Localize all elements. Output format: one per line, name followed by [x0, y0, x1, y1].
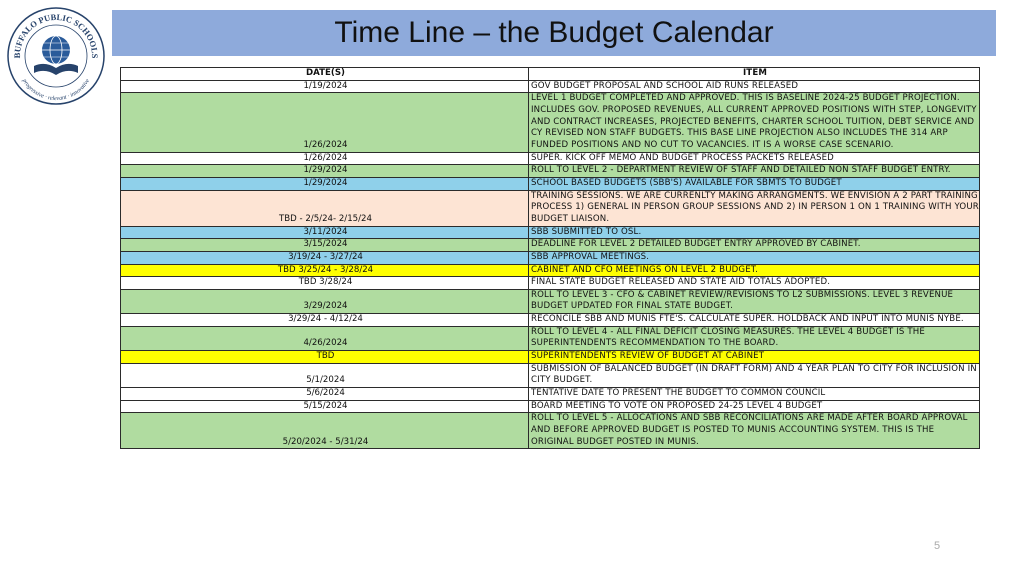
table-row [121, 388, 980, 401]
row-date: 3/19/24 - 3/27/24 [121, 251, 529, 264]
table-row [121, 226, 980, 239]
table-row [121, 351, 980, 364]
title-bar [112, 10, 996, 56]
row-item: SUPER. KICK OFF MEMO AND BUDGET PROCESS PACKETS RELEASED [529, 152, 980, 165]
row-date: 1/29/2024 [121, 177, 529, 190]
row-item: FINAL STATE BUDGET RELEASED AND STATE AID TOTALS ADOPTED. [529, 277, 980, 290]
row-item: TRAINING SESSIONS. WE ARE CURRENLTY MAKING ARRANGMENTS. WE ENVISION A 2 PART TRAINING PROCESS 1) GENERAL IN PERSON GROUP SESSIONS AND 2) IN PERSON 1 ON 1 TRAINING WITH YOUR BUDGET LIAISON. [529, 190, 980, 226]
table-row [121, 239, 980, 252]
row-item: DEADLINE FOR LEVEL 2 DETAILED BUDGET ENTRY APPROVED BY CABINET. [529, 239, 980, 252]
table-row [121, 277, 980, 290]
row-date: 4/26/2024 [121, 326, 529, 350]
row-date: TBD - 2/5/24- 2/15/24 [121, 190, 529, 226]
row-date: TBD 3/28/24 [121, 277, 529, 290]
row-item: RECONCILE SBB AND MUNIS FTE'S. CALCULATE SUPER. HOLDBACK AND INPUT INTO MUNIS NYBE. [529, 314, 980, 327]
table-row [121, 93, 980, 152]
row-date: 3/11/2024 [121, 226, 529, 239]
row-item: ROLL TO LEVEL 3 - CFO & CABINET REVIEW/REVISIONS TO L2 SUBMISSIONS. LEVEL 3 REVENUE BUDGET UPDATED FOR FINAL STATE BUDGET. [529, 289, 980, 313]
page-title: Time Line – the Budget Calendar [334, 16, 774, 49]
row-item: SCHOOL BASED BUDGETS (SBB'S) AVAILABLE FOR SBMTS TO BUDGET [529, 177, 980, 190]
row-date: 3/15/2024 [121, 239, 529, 252]
row-date: 5/15/2024 [121, 400, 529, 413]
header-item: ITEM [529, 68, 980, 81]
row-item: TENTATIVE DATE TO PRESENT THE BUDGET TO COMMON COUNCIL [529, 388, 980, 401]
table-row [121, 264, 980, 277]
page-number: 5 [934, 540, 941, 552]
row-date: 3/29/2024 [121, 289, 529, 313]
school-logo [6, 6, 106, 106]
row-item: SUPERINTENDENTS REVIEW OF BUDGET AT CABINET [529, 351, 980, 364]
row-date: TBD [121, 351, 529, 364]
row-date: 5/1/2024 [121, 363, 529, 387]
table-row [121, 177, 980, 190]
row-date: 5/6/2024 [121, 388, 529, 401]
row-item: ROLL TO LEVEL 4 - ALL FINAL DEFICIT CLOSING MEASURES. THE LEVEL 4 BUDGET IS THE SUPERINTENDENTS RECOMMENDATION TO THE BOARD. [529, 326, 980, 350]
row-item: ROLL TO LEVEL 2 - DEPARTMENT REVIEW OF STAFF AND DETAILED NON STAFF BUDGET ENTRY. [529, 165, 980, 178]
table-row [121, 80, 980, 93]
table-row [121, 152, 980, 165]
row-item: ROLL TO LEVEL 5 - ALLOCATIONS AND SBB RECONCILIATIONS ARE MADE AFTER BOARD APPROVAL AND BEFORE APPROVED BUDGET IS POSTED TO MUNIS ACCOUNTING SYSTEM. THIS IS THE ORIGINAL BUDGET POSTED IN MUNIS. [529, 413, 980, 449]
table-row [121, 289, 980, 313]
table-row [121, 314, 980, 327]
row-date: 1/19/2024 [121, 80, 529, 93]
svg-text:progressive · relevant · innov: progressive · relevant · innovative [20, 78, 92, 103]
table-row [121, 190, 980, 226]
row-date: 3/29/24 - 4/12/24 [121, 314, 529, 327]
table-header-row [121, 68, 980, 81]
row-item: SBB APPROVAL MEETINGS. [529, 251, 980, 264]
table-row [121, 165, 980, 178]
row-date: 1/29/2024 [121, 165, 529, 178]
table-row [121, 413, 980, 449]
row-date: 1/26/2024 [121, 93, 529, 152]
table-row [121, 326, 980, 350]
row-date: 5/20/2024 - 5/31/24 [121, 413, 529, 449]
header-date: DATE(S) [121, 68, 529, 81]
row-date: 1/26/2024 [121, 152, 529, 165]
row-date: TBD 3/25/24 - 3/28/24 [121, 264, 529, 277]
row-item: GOV BUDGET PROPOSAL AND SCHOOL AID RUNS RELEASED [529, 80, 980, 93]
table-row [121, 400, 980, 413]
budget-calendar-table [120, 67, 980, 449]
table-row [121, 251, 980, 264]
row-item: LEVEL 1 BUDGET COMPLETED AND APPROVED. THIS IS BASELINE 2024-25 BUDGET PROJECTION. INCLUDES GOV. PROPOSED REVENUES, ALL CURRENT APPROVED POSITIONS WITH STEP, LONGEVITY AND CONTRACT INCREASES, PROJECTED BENEFITS, CHARTER SCHOOL TUITION, DEBT SERVICE AND CY REVISED NON STAFF BUDGETS. THIS BASE LINE PROJECTION ALSO INCLUDES THE 314 ARP FUNDED POSITIONS AND NO CUT TO VACANCIES. IT IS A WORSE CASE SCENARIO. [529, 93, 980, 152]
row-item: SBB SUBMITTED TO OSL. [529, 226, 980, 239]
row-item: BOARD MEETING TO VOTE ON PROPOSED 24-25 LEVEL 4 BUDGET [529, 400, 980, 413]
row-item: CABINET AND CFO MEETINGS ON LEVEL 2 BUDGET. [529, 264, 980, 277]
table-row [121, 363, 980, 387]
svg-text:BUFFALO PUBLIC SCHOOLS: BUFFALO PUBLIC SCHOOLS [11, 11, 101, 59]
row-item: SUBMISSION OF BALANCED BUDGET (IN DRAFT FORM) AND 4 YEAR PLAN TO CITY FOR INCLUSION IN CITY BUDGET. [529, 363, 980, 387]
